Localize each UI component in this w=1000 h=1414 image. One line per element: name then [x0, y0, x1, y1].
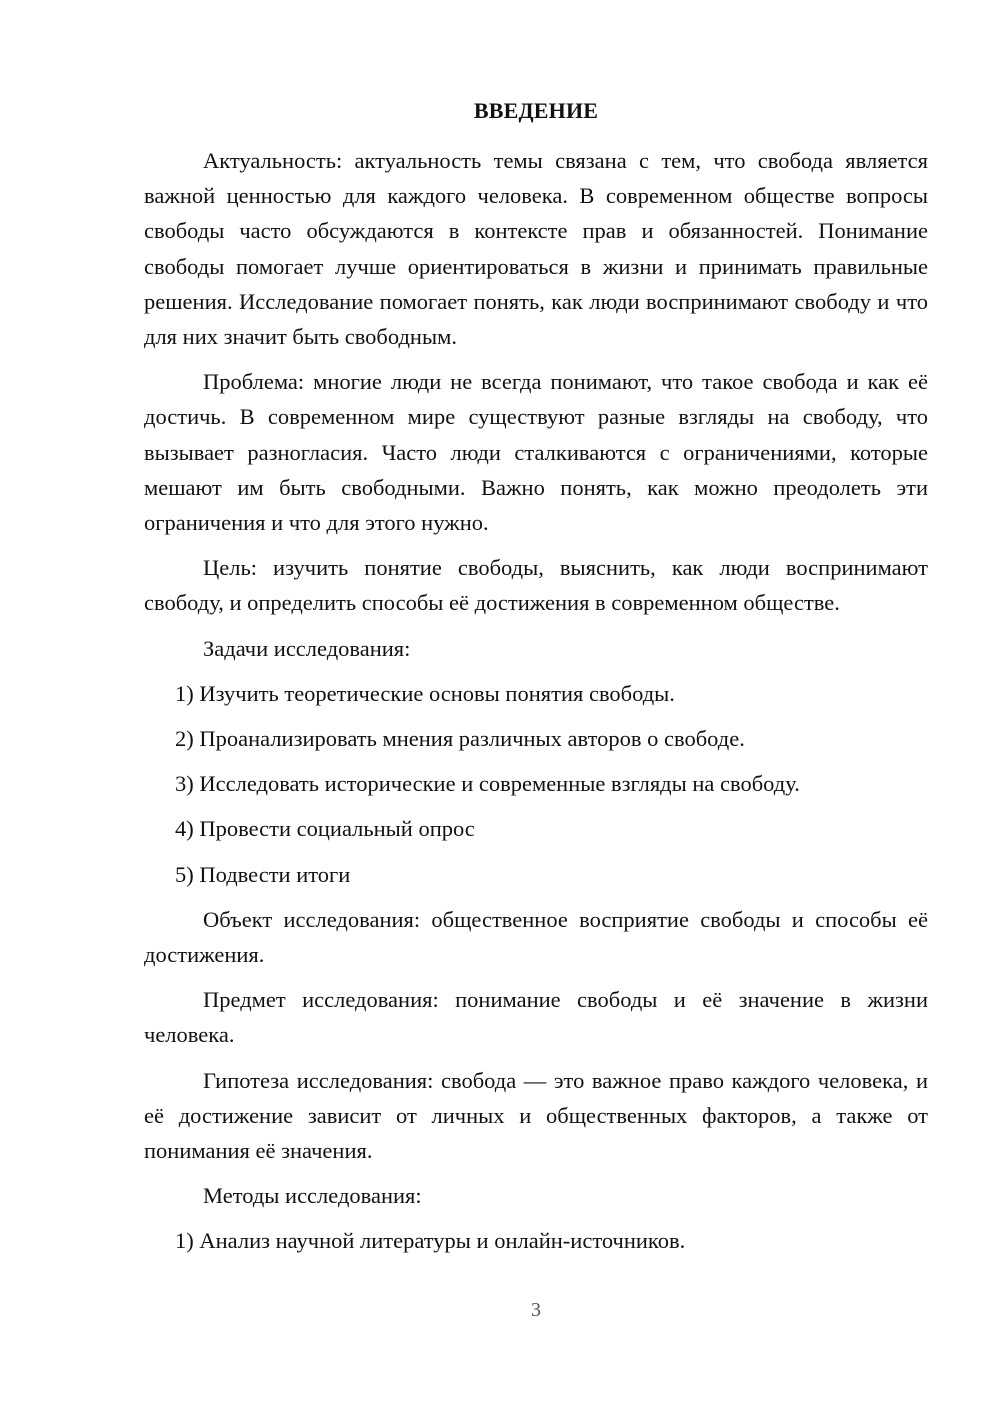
document-body — [144, 143, 928, 1259]
method-item: 1) Анализ научной литературы и онлайн-источников. — [175, 1228, 686, 1254]
tasks-heading: Задачи исследования: — [203, 635, 411, 661]
methods-heading: Методы исследования: — [203, 1183, 422, 1209]
goal-paragraph: Цель: изучить понятие свободы, выяснить, как люди воспринимают свободу, и определить способы её достижения в современном обществе. — [144, 555, 928, 616]
task-item: 4) Провести социальный опрос — [175, 816, 475, 842]
task-item: 3) Исследовать исторические и современные взгляды на свободу. — [175, 771, 800, 797]
problem-paragraph: Проблема: многие люди не всегда понимают, что такое свобода и как её достичь. В современном мире существуют разные взгляды на свободу, что вызывает разногласия. Часто люди сталкиваются с ограничениями, которые мешают им быть свободными. Важно понять, как можно преодолеть эти ограничения и что для этого нужно. — [144, 369, 928, 536]
object-paragraph: Объект исследования: общественное восприятие свободы и способы её достижения. — [144, 906, 928, 968]
subject-paragraph: Предмет исследования: понимание свободы и её значение в жизни человека. — [144, 987, 928, 1048]
task-item: 2) Проанализировать мнения различных авторов о свободе. — [175, 726, 745, 752]
page-number: 3 — [531, 1299, 541, 1321]
task-item: 5) Подвести итоги — [175, 861, 351, 887]
section-title: ВВЕДЕНИЕ — [473, 98, 599, 123]
hypothesis-paragraph: Гипотеза исследования: свобода — это важное право каждого человека, и её достижение зависит от личных и общественных факторов, а также от понимания её значения. — [144, 1067, 928, 1164]
relevance-paragraph: Актуальность: актуальность темы связана с тем, что свобода является важной ценностью для каждого человека. В современном обществе вопросы свободы часто обсуждаются в контексте прав и обязанностей. Понимание свободы помогает лучше ориентироваться в жизни и принимать правильные решения. Исследование помогает понять, как люди воспринимают свободу и что для них значит быть свободным. — [144, 148, 928, 350]
task-item: 1) Изучить теоретические основы понятия свободы. — [175, 680, 675, 706]
